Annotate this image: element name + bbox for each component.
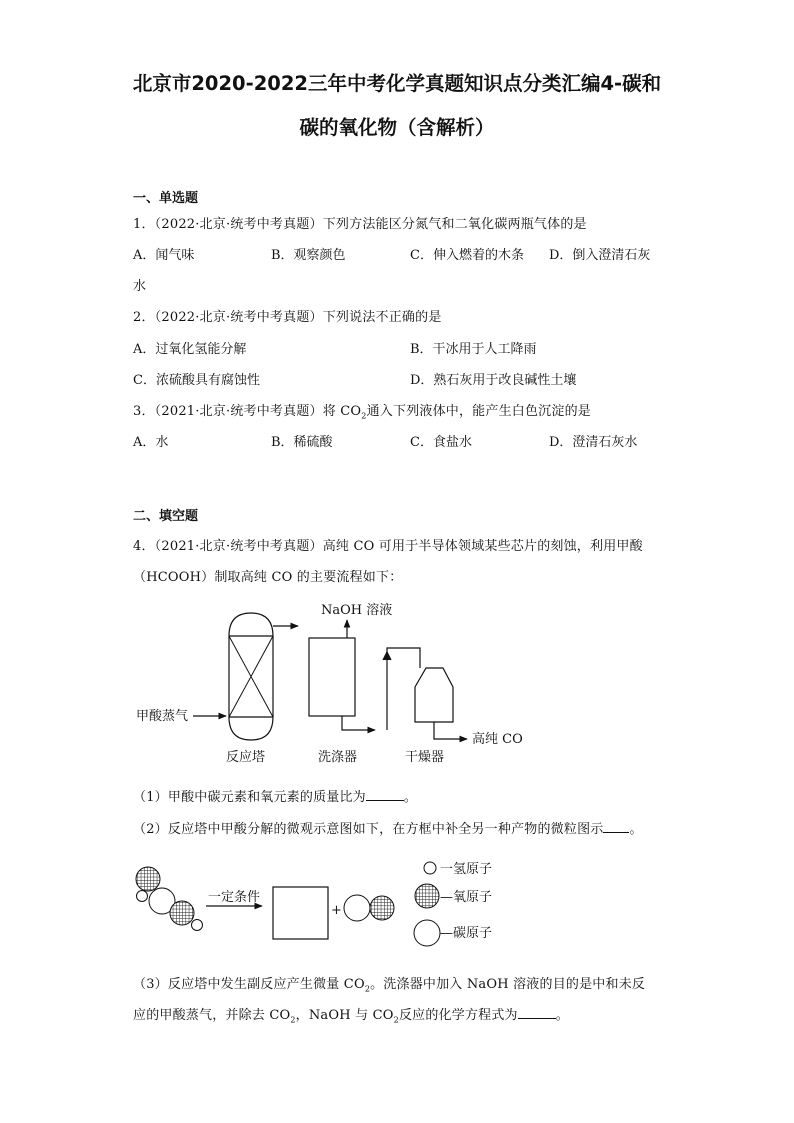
question-2-option-d: D．熟石灰用于改良碱性土壤 — [410, 373, 577, 388]
output-label: 高纯 CO — [472, 732, 523, 747]
dryer-inlet — [412, 648, 420, 668]
question-2-option-a: A．过氧化氢能分解 — [133, 342, 247, 357]
subscript: 2 — [290, 1015, 296, 1025]
question-1-option-a: A．闻气味 — [133, 248, 195, 263]
answer-box[interactable] — [273, 887, 328, 939]
question-2-stem: 2．（2022·北京·统考中考真题）下列说法不正确的是 — [133, 310, 442, 325]
formic-acid-molecule — [136, 867, 203, 931]
question-4-sub3-l1-b: 。洗涤器中加入 NaOH 溶液的目的是中和未反 — [370, 977, 646, 992]
question-4-sub2 — [133, 818, 643, 837]
legend-hydrogen: 一氢原子 — [440, 862, 493, 877]
question-4-stem-line1: 4．（2021·北京·统考中考真题）高纯 CO 可用于半导体领域某些芯片的刻蚀，利用甲酸 — [133, 539, 643, 554]
question-4-sub1-text: （1）甲酸中碳元素和氧元素的质量比为 — [133, 790, 366, 805]
subscript: 2 — [361, 411, 367, 421]
page-title-line2: 碳的氧化物（含解析） — [299, 116, 495, 139]
input-label: 甲酸蒸气 — [136, 709, 189, 724]
question-4-sub2-text: （2）反应塔中甲酸分解的微观示意图如下，在方框中补全另一种产物的微粒图示 — [133, 822, 604, 837]
oxygen-atom-icon — [415, 884, 439, 908]
dryer-shape — [415, 668, 453, 722]
question-4-sub1 — [133, 786, 417, 805]
question-3-stem-post: 通入下列液体中，能产生白色沉淀的是 — [366, 404, 591, 419]
question-3-stem-pre: 3．（2021·北京·统考中考真题）将 CO — [133, 404, 362, 419]
reactor-tower — [229, 613, 273, 740]
up-arrowhead — [383, 652, 391, 660]
washer-to-dryer-arrow-2 — [387, 648, 412, 730]
question-1-option-b: B．观察颜色 — [271, 248, 346, 263]
question-4-sub3-l2-end: 。 — [555, 1008, 569, 1023]
reaction-condition: 一定条件 — [208, 890, 261, 905]
washer-to-dryer-arrow-1 — [342, 716, 375, 730]
co-molecule — [344, 895, 394, 921]
washer-box — [309, 638, 355, 716]
subscript: 2 — [393, 1015, 399, 1025]
section-heading-fill-in: 二、填空题 — [133, 509, 199, 524]
carbon-atom-icon — [414, 920, 440, 946]
question-4-stem-line2: （HCOOH）制取高纯 CO 的主要流程如下： — [133, 570, 403, 585]
question-3-option-a: A．水 — [133, 435, 169, 450]
question-4-sub2-end: 。 — [629, 822, 643, 837]
question-4-sub3-line1 — [133, 973, 645, 994]
answer-blank[interactable] — [603, 820, 629, 833]
question-4-sub3-line2 — [133, 1004, 569, 1025]
answer-blank[interactable] — [518, 1006, 556, 1019]
question-4-sub1-end: 。 — [403, 790, 418, 805]
page-title-line1: 北京市2020-2022三年中考化学真题知识点分类汇编4-碳和 — [132, 72, 662, 95]
question-1-stem: 1．（2022·北京·统考中考真题）下列方法能区分氮气和二氧化碳两瓶气体的是 — [133, 217, 587, 232]
question-4-sub3-l1-a: （3）反应塔中发生副反应产生微量 CO — [133, 977, 365, 992]
question-4-sub3-l2-a: 应的甲酸蒸气，并除去 CO — [133, 1008, 291, 1023]
hydrogen-atom-icon — [424, 862, 436, 874]
question-3-option-b: B．稀硫酸 — [271, 435, 333, 450]
dryer-label: 干燥器 — [405, 750, 445, 765]
section-heading-single-choice: 一、单选题 — [133, 191, 199, 206]
output-arrow — [434, 722, 467, 739]
question-1-option-d: D．倒入澄清石灰 — [549, 248, 651, 263]
question-4-sub3-l2-c: 反应的化学方程式为 — [398, 1008, 518, 1023]
question-2-option-c: C．浓硫酸具有腐蚀性 — [133, 373, 260, 388]
question-1-option-d-continued: 水 — [133, 279, 147, 294]
question-3-option-c: C．食盐水 — [410, 435, 472, 450]
reactor-label: 反应塔 — [226, 750, 266, 765]
naoh-label: NaOH 溶液 — [321, 603, 393, 618]
legend-carbon: —碳原子 — [440, 926, 493, 941]
legend-oxygen: —氧原子 — [440, 890, 493, 905]
subscript: 2 — [364, 984, 371, 994]
question-4-sub3-l2-b: ，NaOH 与 CO — [295, 1008, 394, 1023]
answer-blank[interactable] — [366, 788, 404, 801]
question-3-option-d: D．澄清石灰水 — [549, 435, 638, 450]
plus-sign: + — [331, 903, 342, 918]
question-1-option-c: C．伸入燃着的木条 — [410, 248, 524, 263]
question-2-option-b: B．干冰用于人工降雨 — [410, 342, 537, 357]
washer-label: 洗涤器 — [318, 750, 358, 765]
